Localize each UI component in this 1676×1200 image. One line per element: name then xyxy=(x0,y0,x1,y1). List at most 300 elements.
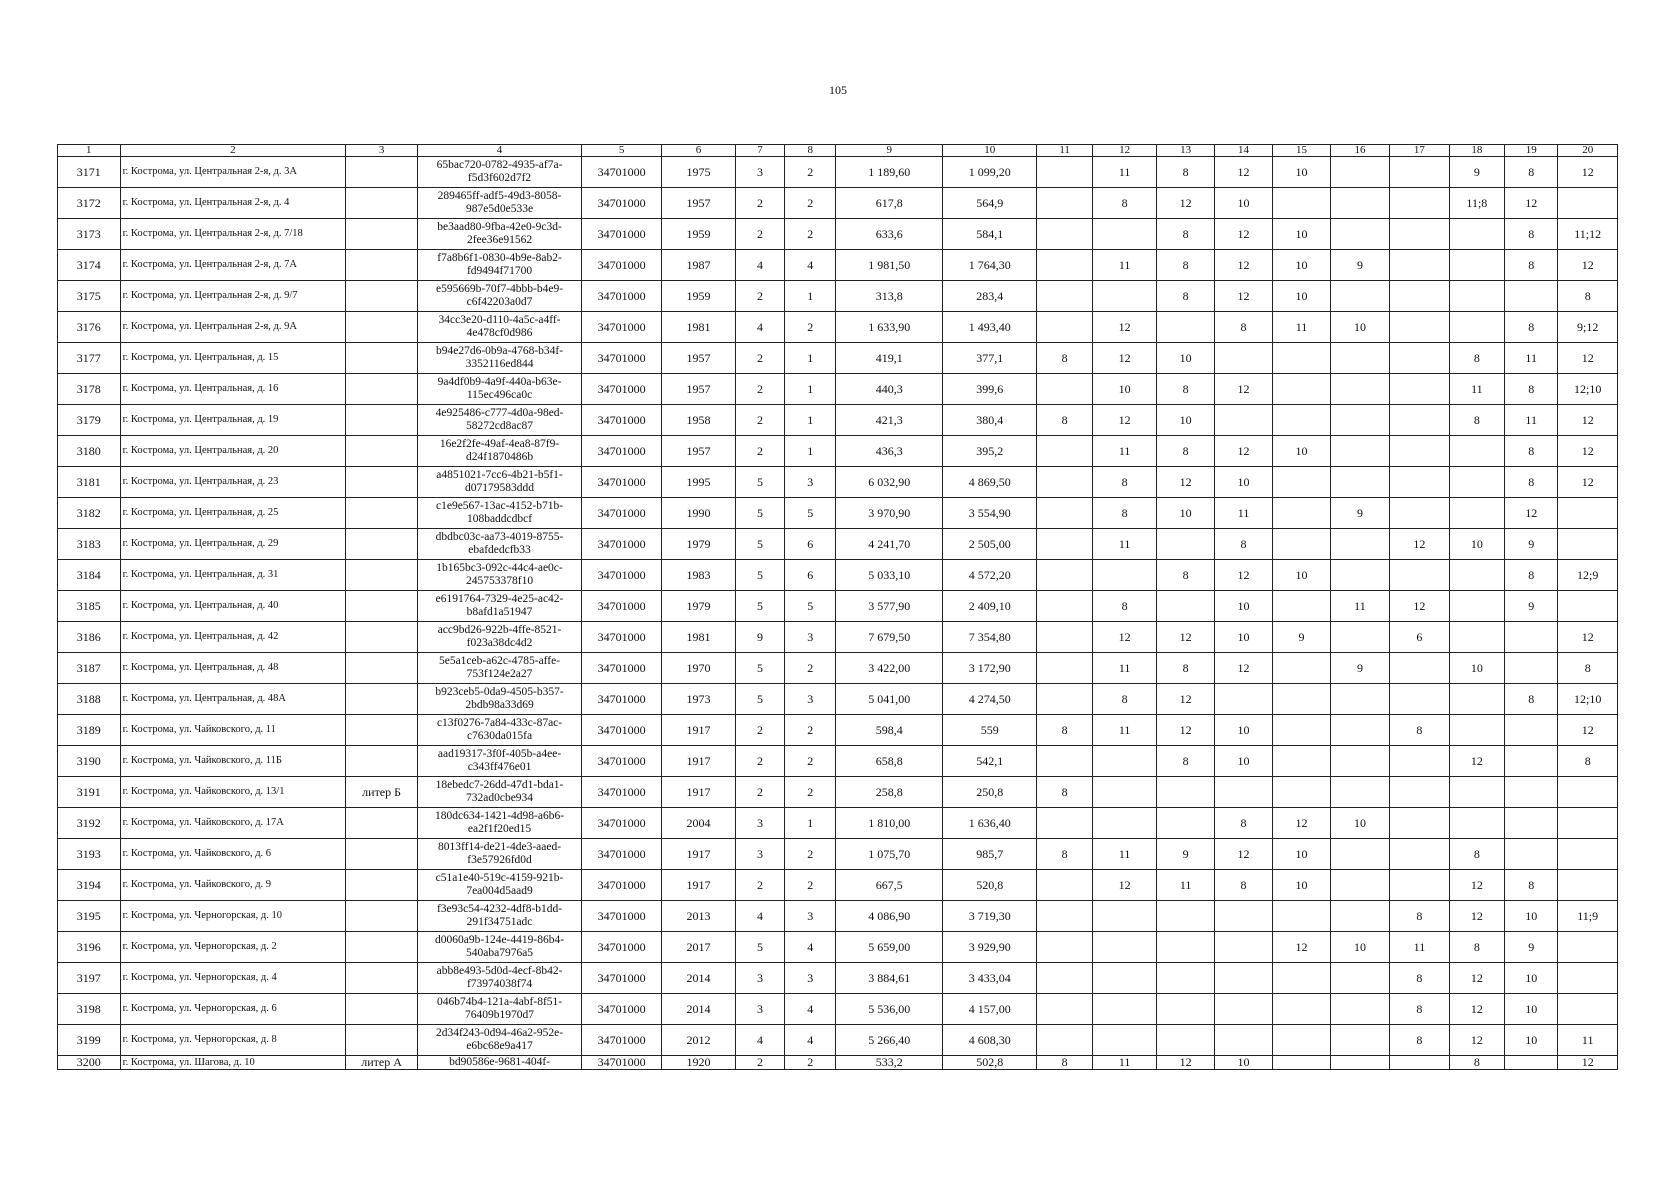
table-cell-col-4: abb8e493-5d0d-4ecf-8b42-f73974038f74 xyxy=(417,963,581,994)
table-cell-col-20: 12;9 xyxy=(1558,560,1618,591)
table-cell-col-1: 3195 xyxy=(58,901,121,932)
table-cell-col-9: 4 241,70 xyxy=(836,529,943,560)
table-cell-col-15 xyxy=(1273,188,1330,219)
table-cell-col-14: 10 xyxy=(1214,591,1272,622)
table-cell-col-6: 1979 xyxy=(662,529,736,560)
table-cell-col-17 xyxy=(1390,560,1449,591)
table-cell-col-9: 5 033,10 xyxy=(836,560,943,591)
table-cell-col-7: 2 xyxy=(735,405,784,436)
table-cell-col-13: 12 xyxy=(1157,684,1214,715)
table-cell-col-15 xyxy=(1273,994,1330,1025)
table-cell-col-7: 3 xyxy=(735,994,784,1025)
table-cell-col-19: 12 xyxy=(1505,188,1558,219)
table-cell-col-15: 10 xyxy=(1273,436,1330,467)
table-cell-col-13 xyxy=(1157,963,1214,994)
table-cell-col-18 xyxy=(1449,281,1504,312)
table-cell-col-19 xyxy=(1505,622,1558,653)
table-cell-col-4: f3e93c54-4232-4df8-b1dd-291f34751adc xyxy=(417,901,581,932)
table-row xyxy=(58,622,1618,653)
table-cell-col-14: 12 xyxy=(1214,219,1272,250)
table-cell-col-5: 34701000 xyxy=(582,157,662,188)
table-cell-col-5: 34701000 xyxy=(582,994,662,1025)
table-cell-col-7: 2 xyxy=(735,1056,784,1070)
table-cell-col-4: 289465ff-adf5-49d3-8058-987e5d0e533e xyxy=(417,188,581,219)
table-cell-col-3 xyxy=(346,405,418,436)
table-cell-col-20: 12;10 xyxy=(1558,374,1618,405)
table-cell-col-4: e6191764-7329-4e25-ac42-b8afd1a51947 xyxy=(417,591,581,622)
table-cell-col-5: 34701000 xyxy=(582,560,662,591)
table-cell-col-3: литер Б xyxy=(346,777,418,808)
table-cell-col-17 xyxy=(1390,746,1449,777)
table-cell-col-17 xyxy=(1390,684,1449,715)
table-cell-col-3 xyxy=(346,715,418,746)
table-cell-col-19: 10 xyxy=(1505,901,1558,932)
table-cell-col-3 xyxy=(346,281,418,312)
table-cell-col-18 xyxy=(1449,591,1504,622)
table-cell-col-12 xyxy=(1092,901,1157,932)
table-cell-col-20 xyxy=(1558,498,1618,529)
table-cell-col-18: 12 xyxy=(1449,746,1504,777)
column-number-18: 18 xyxy=(1449,145,1504,157)
table-cell-col-17: 8 xyxy=(1390,1025,1449,1056)
table-cell-col-1: 3182 xyxy=(58,498,121,529)
table-cell-col-8: 6 xyxy=(785,560,836,591)
table-cell-col-17 xyxy=(1390,1056,1449,1070)
table-cell-col-13: 8 xyxy=(1157,219,1214,250)
table-cell-col-2: г. Кострома, ул. Черногорская, д. 10 xyxy=(120,901,346,932)
table-cell-col-17 xyxy=(1390,653,1449,684)
table-cell-col-3 xyxy=(346,932,418,963)
table-cell-col-9: 3 884,61 xyxy=(836,963,943,994)
table-cell-col-2: г. Кострома, ул. Чайковского, д. 11Б xyxy=(120,746,346,777)
table-cell-col-4: dbdbc03c-aa73-4019-8755-ebafdedcfb33 xyxy=(417,529,581,560)
table-cell-col-16: 10 xyxy=(1330,312,1389,343)
table-row xyxy=(58,374,1618,405)
table-cell-col-2: г. Кострома, ул. Центральная 2-я, д. 9А xyxy=(120,312,346,343)
table-cell-col-16 xyxy=(1330,560,1389,591)
table-cell-col-2: г. Кострома, ул. Центральная, д. 23 xyxy=(120,467,346,498)
table-cell-col-15: 12 xyxy=(1273,808,1330,839)
table-cell-col-15: 10 xyxy=(1273,560,1330,591)
table-cell-col-7: 4 xyxy=(735,312,784,343)
table-cell-col-11 xyxy=(1037,219,1092,250)
table-cell-col-6: 1975 xyxy=(662,157,736,188)
table-cell-col-20 xyxy=(1558,188,1618,219)
table-cell-col-4: 4e925486-c777-4d0a-98ed-58272cd8ac87 xyxy=(417,405,581,436)
table-cell-col-8: 2 xyxy=(785,746,836,777)
table-cell-col-20: 11;9 xyxy=(1558,901,1618,932)
table-row xyxy=(58,405,1618,436)
table-cell-col-14 xyxy=(1214,777,1272,808)
table-row xyxy=(58,746,1618,777)
table-cell-col-13: 12 xyxy=(1157,1056,1214,1070)
table-cell-col-4: 2d34f243-0d94-46a2-952e-e6bc68e9a417 xyxy=(417,1025,581,1056)
table-cell-col-12: 11 xyxy=(1092,436,1157,467)
table-cell-col-6: 1981 xyxy=(662,312,736,343)
table-cell-col-17 xyxy=(1390,436,1449,467)
table-cell-col-13: 10 xyxy=(1157,498,1214,529)
table-row xyxy=(58,281,1618,312)
table-cell-col-15: 9 xyxy=(1273,622,1330,653)
table-cell-col-14 xyxy=(1214,684,1272,715)
table-cell-col-12: 12 xyxy=(1092,870,1157,901)
table-cell-col-6: 1970 xyxy=(662,653,736,684)
table-cell-col-20: 12 xyxy=(1558,1056,1618,1070)
table-cell-col-12 xyxy=(1092,994,1157,1025)
table-cell-col-9: 7 679,50 xyxy=(836,622,943,653)
table-cell-col-16 xyxy=(1330,281,1389,312)
table-cell-col-9: 3 422,00 xyxy=(836,653,943,684)
table-cell-col-14 xyxy=(1214,901,1272,932)
table-cell-col-3 xyxy=(346,498,418,529)
table-cell-col-5: 34701000 xyxy=(582,777,662,808)
table-cell-col-14: 10 xyxy=(1214,746,1272,777)
table-cell-col-2: г. Кострома, ул. Чайковского, д. 9 xyxy=(120,870,346,901)
table-cell-col-12: 12 xyxy=(1092,622,1157,653)
table-cell-col-7: 3 xyxy=(735,963,784,994)
table-cell-col-11 xyxy=(1037,529,1092,560)
table-cell-col-11 xyxy=(1037,870,1092,901)
table-cell-col-19 xyxy=(1505,746,1558,777)
table-cell-col-1: 3172 xyxy=(58,188,121,219)
table-cell-col-2: г. Кострома, ул. Черногорская, д. 8 xyxy=(120,1025,346,1056)
table-cell-col-12: 8 xyxy=(1092,591,1157,622)
table-row xyxy=(58,188,1618,219)
table-cell-col-18: 11;8 xyxy=(1449,188,1504,219)
table-cell-col-19: 8 xyxy=(1505,467,1558,498)
table-cell-col-13 xyxy=(1157,312,1214,343)
table-cell-col-1: 3184 xyxy=(58,560,121,591)
table-cell-col-10: 3 719,30 xyxy=(943,901,1037,932)
column-number-7: 7 xyxy=(735,145,784,157)
table-cell-col-12: 11 xyxy=(1092,715,1157,746)
table-cell-col-6: 1987 xyxy=(662,250,736,281)
table-cell-col-3 xyxy=(346,436,418,467)
table-cell-col-14: 8 xyxy=(1214,529,1272,560)
table-cell-col-3 xyxy=(346,560,418,591)
table-cell-col-11 xyxy=(1037,1025,1092,1056)
table-cell-col-4: 65bac720-0782-4935-af7a-f5d3f602d7f2 xyxy=(417,157,581,188)
table-cell-col-13: 8 xyxy=(1157,653,1214,684)
table-cell-col-18 xyxy=(1449,250,1504,281)
table-cell-col-16 xyxy=(1330,839,1389,870)
table-cell-col-7: 2 xyxy=(735,343,784,374)
table-cell-col-13: 11 xyxy=(1157,870,1214,901)
table-cell-col-14: 10 xyxy=(1214,1056,1272,1070)
table-cell-col-3 xyxy=(346,994,418,1025)
table-cell-col-1: 3180 xyxy=(58,436,121,467)
table-cell-col-14: 10 xyxy=(1214,715,1272,746)
table-cell-col-3 xyxy=(346,839,418,870)
table-cell-col-18 xyxy=(1449,312,1504,343)
table-cell-col-17 xyxy=(1390,498,1449,529)
table-cell-col-10: 559 xyxy=(943,715,1037,746)
table-cell-col-5: 34701000 xyxy=(582,963,662,994)
table-cell-col-4: 9a4df0b9-4a9f-440a-b63e-115ec496ca0c xyxy=(417,374,581,405)
table-row xyxy=(58,157,1618,188)
table-cell-col-18 xyxy=(1449,560,1504,591)
table-cell-col-1: 3192 xyxy=(58,808,121,839)
table-cell-col-2: г. Кострома, ул. Центральная, д. 25 xyxy=(120,498,346,529)
table-cell-col-5: 34701000 xyxy=(582,405,662,436)
table-cell-col-7: 4 xyxy=(735,1025,784,1056)
table-cell-col-14: 12 xyxy=(1214,560,1272,591)
table-cell-col-17 xyxy=(1390,870,1449,901)
table-cell-col-5: 34701000 xyxy=(582,436,662,467)
table-cell-col-13: 9 xyxy=(1157,839,1214,870)
table-cell-col-7: 5 xyxy=(735,529,784,560)
table-cell-col-3 xyxy=(346,374,418,405)
table-cell-col-16 xyxy=(1330,994,1389,1025)
table-cell-col-18 xyxy=(1449,808,1504,839)
table-row xyxy=(58,994,1618,1025)
table-row xyxy=(58,436,1618,467)
table-cell-col-10: 3 929,90 xyxy=(943,932,1037,963)
column-number-13: 13 xyxy=(1157,145,1214,157)
table-cell-col-1: 3175 xyxy=(58,281,121,312)
table-cell-col-14: 12 xyxy=(1214,250,1272,281)
table-cell-col-4: 8013ff14-de21-4de3-aaed-f3e57926fd0d xyxy=(417,839,581,870)
table-cell-col-7: 2 xyxy=(735,374,784,405)
table-cell-col-17: 11 xyxy=(1390,932,1449,963)
table-cell-col-1: 3178 xyxy=(58,374,121,405)
table-cell-col-10: 3 172,90 xyxy=(943,653,1037,684)
table-cell-col-5: 34701000 xyxy=(582,715,662,746)
table-cell-col-20 xyxy=(1558,591,1618,622)
table-cell-col-18 xyxy=(1449,684,1504,715)
table-cell-col-17: 8 xyxy=(1390,715,1449,746)
table-cell-col-2: г. Кострома, ул. Чайковского, д. 17А xyxy=(120,808,346,839)
table-cell-col-5: 34701000 xyxy=(582,374,662,405)
table-cell-col-18: 12 xyxy=(1449,870,1504,901)
table-cell-col-11 xyxy=(1037,746,1092,777)
table-cell-col-10: 2 409,10 xyxy=(943,591,1037,622)
table-cell-col-1: 3198 xyxy=(58,994,121,1025)
table-cell-col-4: 16e2f2fe-49af-4ea8-87f9-d24f1870486b xyxy=(417,436,581,467)
table-cell-col-6: 1959 xyxy=(662,281,736,312)
table-cell-col-6: 1973 xyxy=(662,684,736,715)
table-row xyxy=(58,467,1618,498)
table-cell-col-20 xyxy=(1558,963,1618,994)
table-cell-col-10: 4 869,50 xyxy=(943,467,1037,498)
table-cell-col-13 xyxy=(1157,1025,1214,1056)
column-number-9: 9 xyxy=(836,145,943,157)
table-cell-col-10: 4 608,30 xyxy=(943,1025,1037,1056)
table-row xyxy=(58,498,1618,529)
table-cell-col-10: 377,1 xyxy=(943,343,1037,374)
table-cell-col-3 xyxy=(346,808,418,839)
table-cell-col-19: 10 xyxy=(1505,994,1558,1025)
table-cell-col-9: 419,1 xyxy=(836,343,943,374)
table-cell-col-4: c1e9e567-13ac-4152-b71b-108baddcdbcf xyxy=(417,498,581,529)
table-row xyxy=(58,250,1618,281)
table-cell-col-7: 5 xyxy=(735,467,784,498)
table-cell-col-10: 1 636,40 xyxy=(943,808,1037,839)
table-cell-col-9: 4 086,90 xyxy=(836,901,943,932)
table-cell-col-17 xyxy=(1390,808,1449,839)
table-cell-col-12: 11 xyxy=(1092,529,1157,560)
table-cell-col-10: 1 764,30 xyxy=(943,250,1037,281)
table-cell-col-4: be3aad80-9fba-42e0-9c3d-2fee36e91562 xyxy=(417,219,581,250)
table-cell-col-15 xyxy=(1273,591,1330,622)
table-cell-col-6: 1979 xyxy=(662,591,736,622)
table-cell-col-3 xyxy=(346,188,418,219)
table-cell-col-16 xyxy=(1330,1025,1389,1056)
table-cell-col-12: 12 xyxy=(1092,343,1157,374)
table-cell-col-14: 12 xyxy=(1214,436,1272,467)
table-cell-col-7: 5 xyxy=(735,498,784,529)
table-cell-col-8: 2 xyxy=(785,219,836,250)
table-cell-col-18: 10 xyxy=(1449,653,1504,684)
table-cell-col-14: 11 xyxy=(1214,498,1272,529)
table-cell-col-5: 34701000 xyxy=(582,932,662,963)
table-cell-col-3 xyxy=(346,622,418,653)
table-cell-col-15 xyxy=(1273,777,1330,808)
table-cell-col-2: г. Кострома, ул. Центральная, д. 19 xyxy=(120,405,346,436)
table-cell-col-19: 8 xyxy=(1505,157,1558,188)
column-number-15: 15 xyxy=(1273,145,1330,157)
table-cell-col-2: г. Кострома, ул. Центральная 2-я, д. 4 xyxy=(120,188,346,219)
table-cell-col-15 xyxy=(1273,467,1330,498)
column-number-3: 3 xyxy=(346,145,418,157)
table-cell-col-19: 11 xyxy=(1505,405,1558,436)
table-cell-col-18: 12 xyxy=(1449,1025,1504,1056)
table-cell-col-13: 12 xyxy=(1157,622,1214,653)
table-cell-col-13: 10 xyxy=(1157,405,1214,436)
table-cell-col-18 xyxy=(1449,715,1504,746)
table-cell-col-9: 1 189,60 xyxy=(836,157,943,188)
table-row xyxy=(58,932,1618,963)
table-cell-col-4: c13f0276-7a84-433c-87ac-c7630da015fa xyxy=(417,715,581,746)
table-cell-col-9: 667,5 xyxy=(836,870,943,901)
table-cell-col-20: 9;12 xyxy=(1558,312,1618,343)
column-number-8: 8 xyxy=(785,145,836,157)
table-cell-col-15 xyxy=(1273,963,1330,994)
table-cell-col-3 xyxy=(346,684,418,715)
table-cell-col-18: 8 xyxy=(1449,932,1504,963)
table-cell-col-4: 046b74b4-121a-4abf-8f51-76409b1970d7 xyxy=(417,994,581,1025)
table-cell-col-16 xyxy=(1330,746,1389,777)
table-cell-col-11 xyxy=(1037,808,1092,839)
table-cell-col-14: 10 xyxy=(1214,622,1272,653)
table-cell-col-5: 34701000 xyxy=(582,343,662,374)
table-cell-col-5: 34701000 xyxy=(582,281,662,312)
table-cell-col-8: 3 xyxy=(785,467,836,498)
table-cell-col-20: 12 xyxy=(1558,157,1618,188)
table-cell-col-19: 8 xyxy=(1505,560,1558,591)
table-cell-col-11 xyxy=(1037,188,1092,219)
column-number-header-row xyxy=(58,145,1618,157)
table-cell-col-6: 1957 xyxy=(662,343,736,374)
table-cell-col-1: 3177 xyxy=(58,343,121,374)
table-cell-col-9: 6 032,90 xyxy=(836,467,943,498)
table-cell-col-10: 283,4 xyxy=(943,281,1037,312)
table-cell-col-19: 8 xyxy=(1505,374,1558,405)
table-cell-col-8: 2 xyxy=(785,1056,836,1070)
table-cell-col-6: 1957 xyxy=(662,374,736,405)
table-cell-col-17: 8 xyxy=(1390,994,1449,1025)
column-number-16: 16 xyxy=(1330,145,1389,157)
table-cell-col-17 xyxy=(1390,374,1449,405)
table-cell-col-17 xyxy=(1390,343,1449,374)
table-cell-col-7: 9 xyxy=(735,622,784,653)
table-cell-col-10: 399,6 xyxy=(943,374,1037,405)
table-cell-col-11: 8 xyxy=(1037,343,1092,374)
table-cell-col-13 xyxy=(1157,591,1214,622)
table-cell-col-6: 1920 xyxy=(662,1056,736,1070)
table-cell-col-18: 8 xyxy=(1449,343,1504,374)
table-cell-col-8: 2 xyxy=(785,870,836,901)
table-cell-col-19 xyxy=(1505,715,1558,746)
table-cell-col-19: 12 xyxy=(1505,498,1558,529)
table-cell-col-18: 8 xyxy=(1449,405,1504,436)
table-cell-col-7: 2 xyxy=(735,188,784,219)
table-cell-col-8: 4 xyxy=(785,250,836,281)
table-cell-col-6: 2017 xyxy=(662,932,736,963)
table-cell-col-11 xyxy=(1037,467,1092,498)
table-cell-col-7: 4 xyxy=(735,901,784,932)
table-cell-col-12: 11 xyxy=(1092,1056,1157,1070)
table-cell-col-4: 1b165bc3-092c-44c4-ae0c-245753378f10 xyxy=(417,560,581,591)
column-number-4: 4 xyxy=(417,145,581,157)
table-cell-col-20: 12 xyxy=(1558,436,1618,467)
table-cell-col-5: 34701000 xyxy=(582,219,662,250)
table-cell-col-13: 8 xyxy=(1157,374,1214,405)
table-cell-col-6: 2014 xyxy=(662,963,736,994)
table-cell-col-6: 1983 xyxy=(662,560,736,591)
table-cell-col-12: 11 xyxy=(1092,839,1157,870)
table-cell-col-12: 8 xyxy=(1092,684,1157,715)
table-cell-col-4: 5e5a1ceb-a62c-4785-affe-753f124e2a27 xyxy=(417,653,581,684)
table-cell-col-8: 2 xyxy=(785,653,836,684)
table-cell-col-15: 12 xyxy=(1273,932,1330,963)
table-row xyxy=(58,343,1618,374)
table-cell-col-15 xyxy=(1273,529,1330,560)
table-row xyxy=(58,963,1618,994)
column-number-10: 10 xyxy=(943,145,1037,157)
table-cell-col-2: г. Кострома, ул. Чайковского, д. 13/1 xyxy=(120,777,346,808)
table-cell-col-11 xyxy=(1037,901,1092,932)
table-cell-col-8: 2 xyxy=(785,188,836,219)
table-cell-col-9: 633,6 xyxy=(836,219,943,250)
table-cell-col-17 xyxy=(1390,219,1449,250)
table-cell-col-16 xyxy=(1330,622,1389,653)
table-cell-col-19 xyxy=(1505,653,1558,684)
table-cell-col-2: г. Кострома, ул. Черногорская, д. 6 xyxy=(120,994,346,1025)
table-cell-col-13: 8 xyxy=(1157,560,1214,591)
table-cell-col-6: 2013 xyxy=(662,901,736,932)
table-cell-col-4: e595669b-70f7-4bbb-b4e9-c6f42203a0d7 xyxy=(417,281,581,312)
table-row xyxy=(58,901,1618,932)
table-cell-col-19: 8 xyxy=(1505,250,1558,281)
table-cell-col-7: 2 xyxy=(735,219,784,250)
table-cell-col-6: 1917 xyxy=(662,777,736,808)
page-number: 105 xyxy=(829,83,847,97)
table-cell-col-2: г. Кострома, ул. Центральная, д. 29 xyxy=(120,529,346,560)
table-cell-col-16 xyxy=(1330,963,1389,994)
table-cell-col-6: 2014 xyxy=(662,994,736,1025)
table-cell-col-3 xyxy=(346,653,418,684)
table-cell-col-14: 8 xyxy=(1214,312,1272,343)
table-cell-col-12 xyxy=(1092,219,1157,250)
table-cell-col-15 xyxy=(1273,405,1330,436)
table-cell-col-2: г. Кострома, ул. Чайковского, д. 6 xyxy=(120,839,346,870)
table-cell-col-20: 8 xyxy=(1558,653,1618,684)
table-cell-col-4: c51a1e40-519c-4159-921b-7ea004d5aad9 xyxy=(417,870,581,901)
table-cell-col-1: 3176 xyxy=(58,312,121,343)
table-cell-col-2: г. Кострома, ул. Центральная, д. 48А xyxy=(120,684,346,715)
table-cell-col-19 xyxy=(1505,281,1558,312)
